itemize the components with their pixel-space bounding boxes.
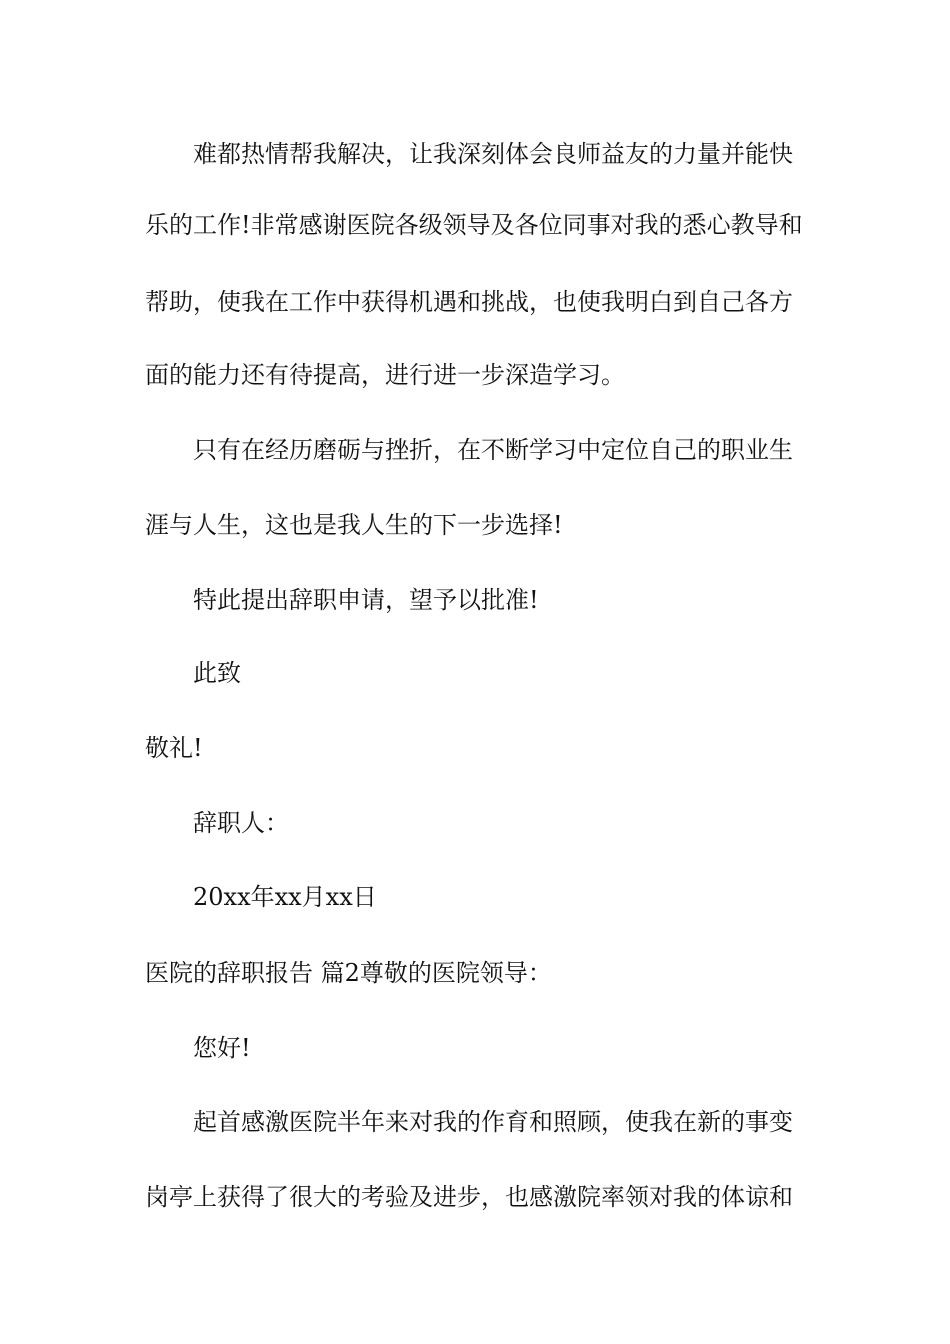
signature-line: 辞职人：: [193, 809, 289, 837]
salutation-line: 敬礼!: [145, 734, 203, 762]
closing-request-line: 特此提出辞职申请，望予以批准!: [193, 586, 539, 614]
paragraph-line: 岗亭上获得了很大的考验及进步，也感激院率领对我的体谅和: [145, 1183, 793, 1211]
paragraph-line: 涯与人生，这也是我人生的下一步选择!: [145, 511, 563, 539]
paragraph-line: 乐的工作!非常感谢医院各级领导及各位同事对我的悉心教导和: [145, 211, 803, 239]
greeting-line: 您好!: [193, 1034, 251, 1062]
section-heading: 医院的辞职报告 篇2尊敬的医院领导：: [145, 959, 552, 987]
paragraph-line: 帮助，使我在工作中获得机遇和挑战，也使我明白到自己各方: [145, 288, 793, 316]
paragraph-line: 面的能力还有待提高，进行进一步深造学习。: [145, 361, 625, 389]
paragraph-line: 起首感激医院半年来对我的作育和照顾，使我在新的事变: [193, 1108, 793, 1136]
paragraph-line: 难都热情帮我解决，让我深刻体会良师益友的力量并能快: [193, 140, 793, 168]
paragraph-line: 只有在经历磨砺与挫折，在不断学习中定位自己的职业生: [193, 436, 793, 464]
salutation-line: 此致: [193, 659, 241, 687]
date-line: 20xx年xx月xx日: [193, 883, 377, 911]
